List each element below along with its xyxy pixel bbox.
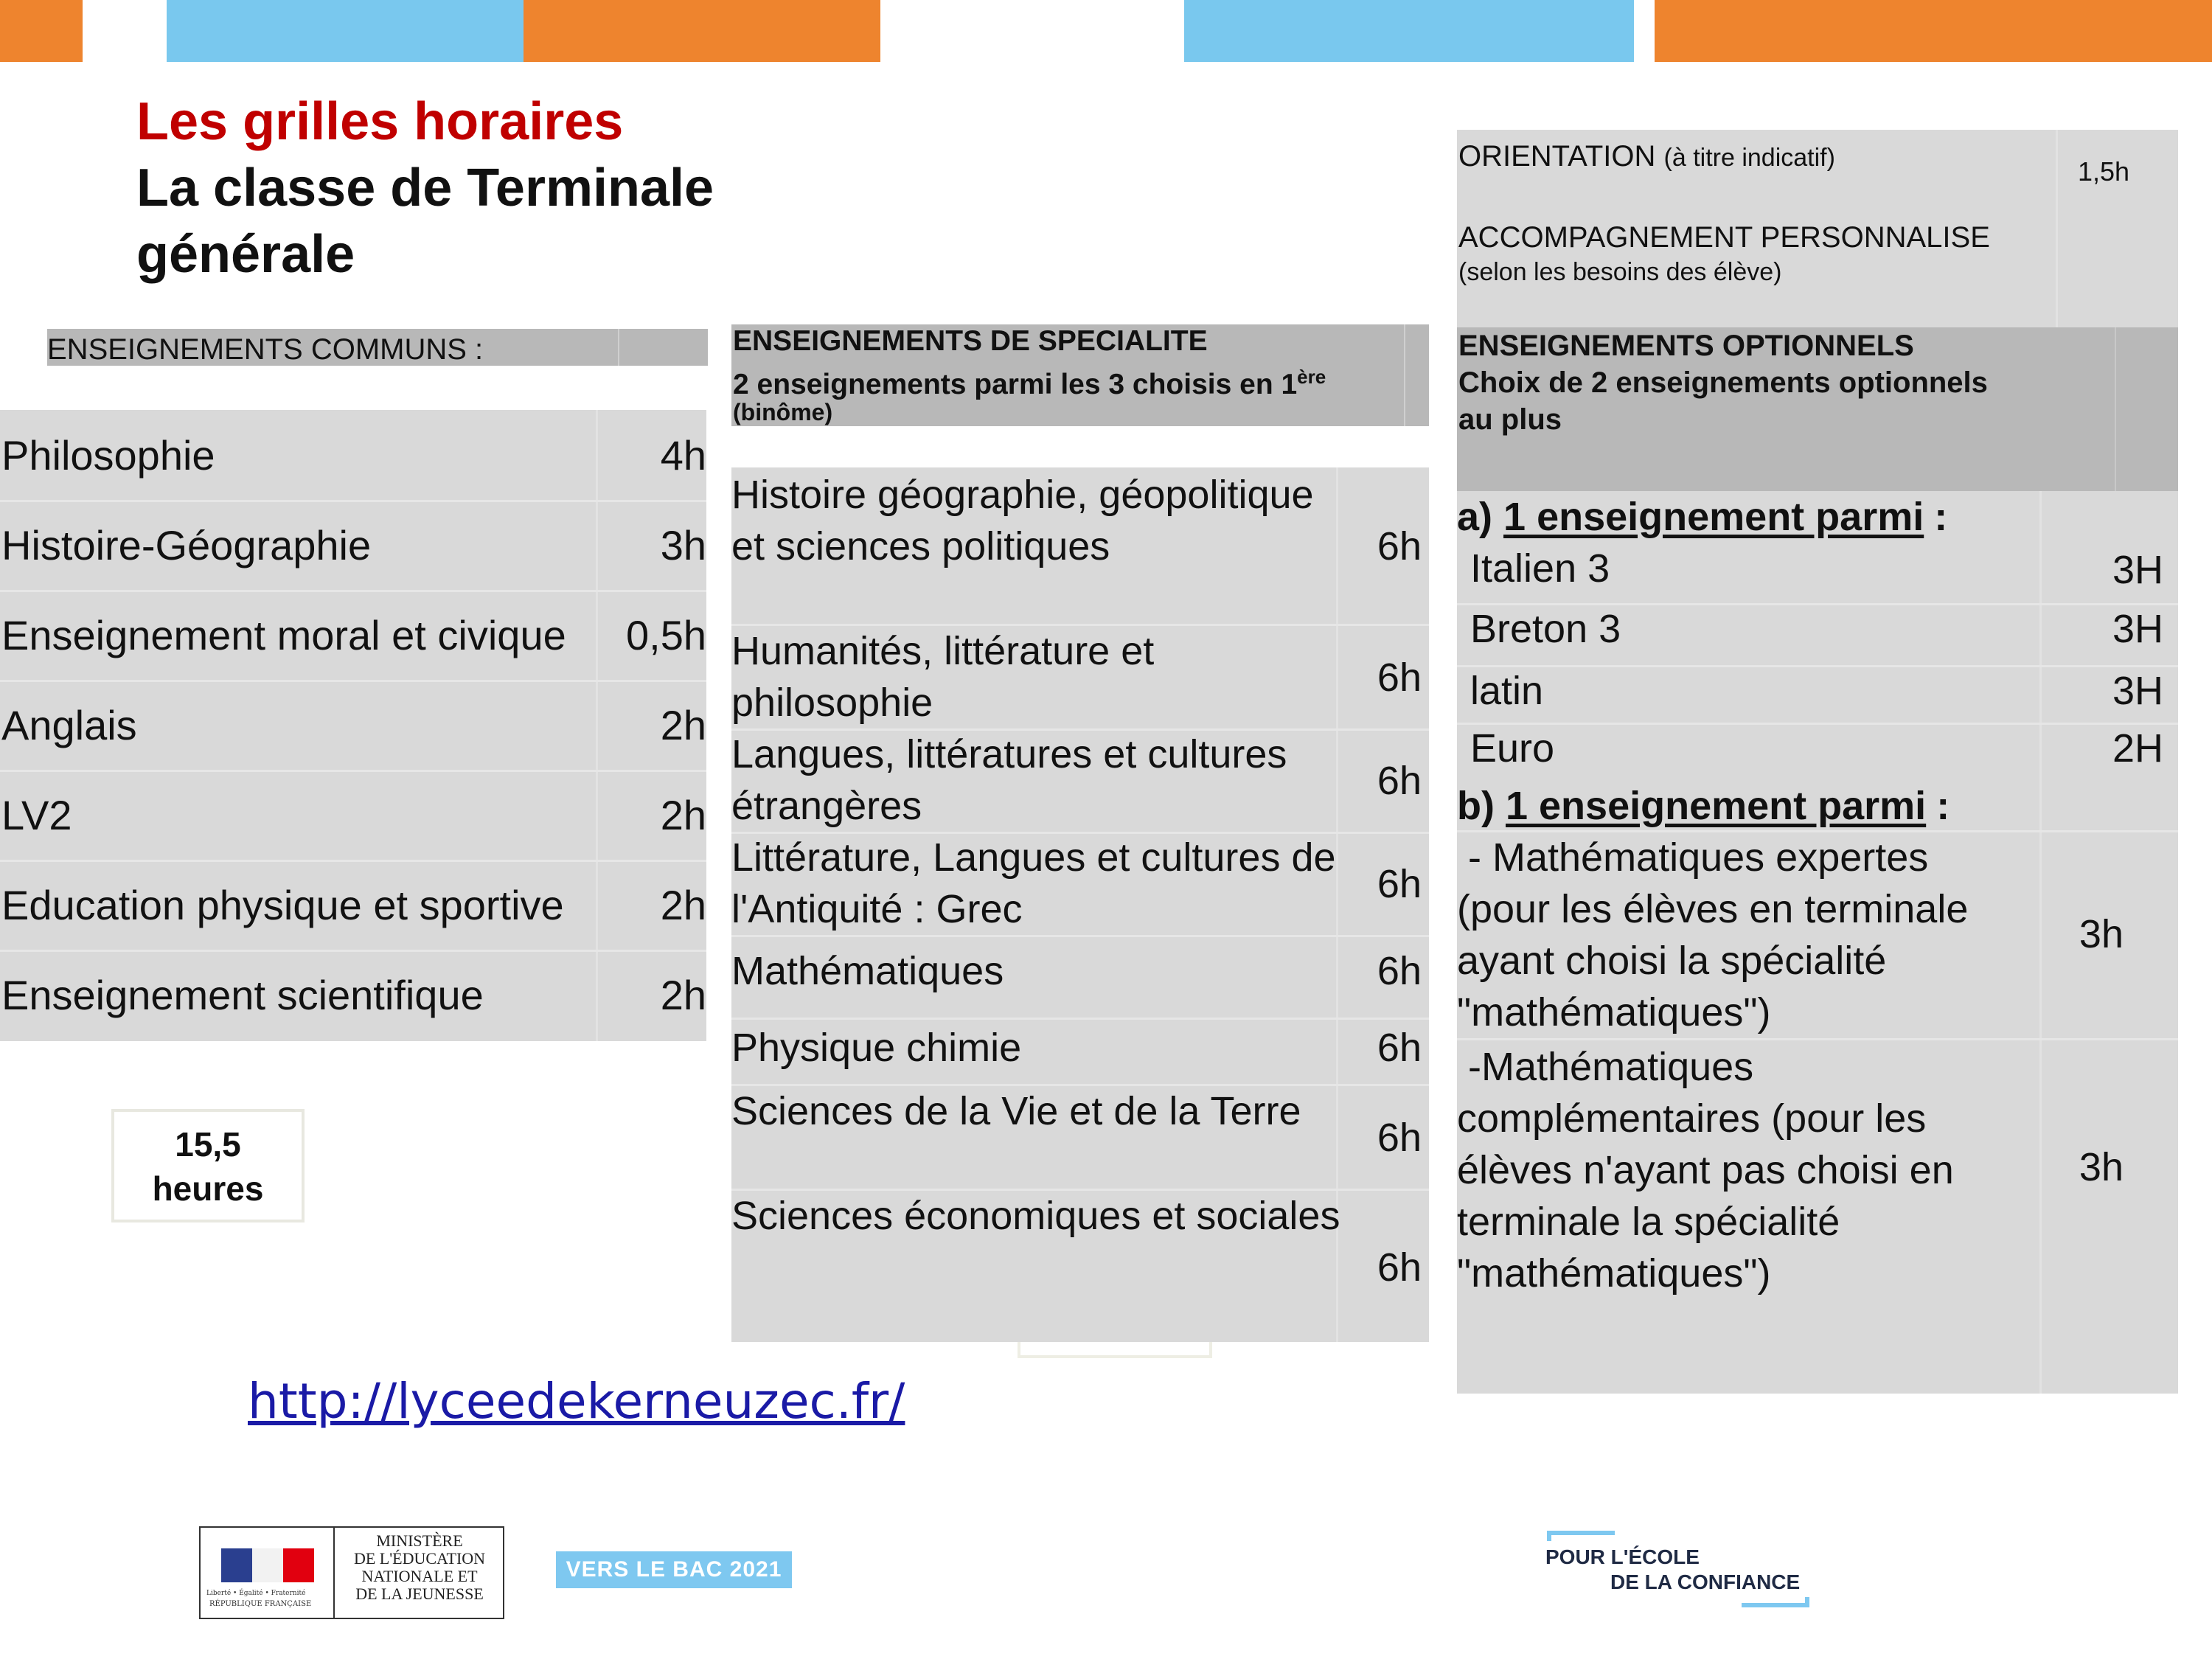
option-a-hours: 3H bbox=[2112, 548, 2163, 592]
option-b-line: "mathématiques") bbox=[1457, 990, 1771, 1034]
option-a-label: latin bbox=[1470, 669, 1544, 713]
communs-header-label: ENSEIGNEMENTS COMMUNS : bbox=[47, 333, 484, 366]
list-item bbox=[1470, 546, 1610, 591]
specialite-row-hours: 6h bbox=[1377, 759, 1422, 803]
optionnels-header-line2: Choix de 2 enseignements optionnels bbox=[1458, 366, 1988, 399]
option-b-line: -Mathématiques bbox=[1457, 1045, 1754, 1089]
top-bar-blue-1 bbox=[167, 0, 524, 62]
communs-row-label: Enseignement scientifique bbox=[1, 971, 484, 1018]
ministry-line: DE LA JEUNESSE bbox=[355, 1585, 484, 1603]
communs-header-divider bbox=[618, 329, 619, 366]
group-b-label: 1 enseignement parmi bbox=[1505, 784, 1927, 828]
optionnels-col-divider bbox=[2039, 491, 2042, 1394]
communs-row-hours: 2h bbox=[660, 701, 706, 748]
specialite-header-line2: 2 enseignements parmi les 3 choisis en 1 bbox=[733, 369, 1298, 400]
row-divider bbox=[1457, 1038, 2178, 1040]
title-line-1: Les grilles horaires bbox=[136, 92, 624, 151]
flag-white bbox=[252, 1548, 283, 1582]
specialite-row-hours: 6h bbox=[1377, 862, 1422, 906]
orientation-note: (à titre indicatif) bbox=[1663, 144, 1835, 172]
bac-2021-badge: VERS LE BAC 2021 bbox=[556, 1551, 792, 1588]
accompagnement-note: (selon les besoins des élève) bbox=[1458, 258, 1782, 286]
option-b-line: élèves n'ayant pas choisi en bbox=[1457, 1148, 1954, 1192]
orientation-panel bbox=[1457, 130, 2178, 327]
communs-row-hours: 2h bbox=[660, 881, 706, 928]
communs-table bbox=[0, 410, 706, 1041]
decorative-box bbox=[1018, 1342, 1212, 1358]
ministry-logo bbox=[199, 1526, 504, 1619]
specialite-row-hours: 6h bbox=[1377, 1116, 1422, 1160]
row-divider bbox=[731, 935, 1429, 937]
specialite-row-label: Mathématiques bbox=[731, 949, 1004, 993]
optionnels-header bbox=[1457, 327, 2178, 491]
communs-row-hours: 0,5h bbox=[626, 611, 706, 658]
option-a-hours: 3H bbox=[2112, 669, 2163, 713]
list-item bbox=[1470, 726, 1554, 771]
total-hours-value: 15,5 bbox=[175, 1125, 241, 1164]
communs-row-hours: 2h bbox=[660, 971, 706, 1018]
communs-row-label: Philosophie bbox=[1, 431, 215, 479]
optionnels-header-line3: au plus bbox=[1458, 403, 1562, 436]
option-b-line: "mathématiques") bbox=[1457, 1251, 1771, 1295]
top-bar-blue-2 bbox=[1184, 0, 1634, 62]
specialite-row-label: Sciences de la Vie et de la Terre bbox=[731, 1089, 1301, 1133]
table-row bbox=[0, 860, 706, 950]
ministry-line: NATIONALE ET bbox=[361, 1567, 478, 1585]
ecole-confiance-logo bbox=[1543, 1531, 1823, 1619]
marianne-flag-icon bbox=[221, 1548, 314, 1582]
specialite-row-hours: 6h bbox=[1377, 949, 1422, 993]
orientation-col-divider bbox=[2056, 130, 2058, 327]
communs-row-label: LV2 bbox=[1, 791, 72, 838]
communs-row-label: Anglais bbox=[1, 701, 137, 748]
confiance-line-1: POUR L'ÉCOLE bbox=[1545, 1545, 1700, 1568]
list-item bbox=[1470, 668, 1543, 714]
row-divider bbox=[1457, 723, 2178, 725]
option-a-label: Euro bbox=[1470, 726, 1555, 771]
row-divider bbox=[1457, 603, 2178, 605]
specialite-header-divider bbox=[1404, 324, 1405, 426]
accompagnement-label: ACCOMPAGNEMENT PERSONNALISE bbox=[1458, 221, 1990, 254]
specialite-row-label: Humanités, littérature et philosophie bbox=[731, 629, 1155, 725]
orientation-line bbox=[1458, 140, 1835, 173]
republique-name: RÉPUBLIQUE FRANÇAISE bbox=[209, 1600, 312, 1608]
specialite-header-line1: ENSEIGNEMENTS DE SPECIALITE bbox=[733, 325, 1208, 357]
confiance-bracket-top bbox=[1547, 1531, 1615, 1541]
orientation-label: ORIENTATION bbox=[1458, 140, 1656, 173]
table-row bbox=[731, 1085, 1429, 1189]
specialite-row-label: Langues, littératures et cultures étrangères bbox=[731, 732, 1287, 828]
confiance-bracket-bottom bbox=[1742, 1597, 1809, 1607]
option-b-line: (pour les élèves en terminale bbox=[1457, 887, 1969, 931]
ministry-name bbox=[335, 1532, 504, 1603]
list-item bbox=[1457, 832, 2039, 1038]
row-divider bbox=[731, 1018, 1429, 1020]
group-a-prefix: a) bbox=[1457, 495, 1493, 539]
option-a-label: Italien 3 bbox=[1470, 546, 1610, 591]
specialite-row-label: Littérature, Langues et cultures de l'Antiquité : Grec bbox=[731, 835, 1336, 931]
communs-row-label: Histoire-Géographie bbox=[1, 521, 372, 568]
option-b-hours: 3h bbox=[2079, 1145, 2124, 1189]
table-row bbox=[731, 945, 1429, 1019]
top-bar-orange-1 bbox=[0, 0, 83, 62]
title-line-3: générale bbox=[136, 225, 355, 284]
table-row bbox=[731, 1190, 1429, 1308]
row-divider bbox=[1457, 665, 2178, 667]
table-row bbox=[0, 500, 706, 590]
option-b-hours: 3h bbox=[2079, 912, 2124, 956]
top-bar-orange-3 bbox=[1655, 0, 2212, 62]
specialite-row-hours: 6h bbox=[1377, 1026, 1422, 1070]
option-b-line: ayant choisi la spécialité bbox=[1457, 939, 1887, 983]
ministry-line: MINISTÈRE bbox=[376, 1531, 463, 1550]
optionnels-header-divider bbox=[2115, 327, 2116, 491]
specialite-row-hours: 6h bbox=[1377, 655, 1422, 700]
table-row bbox=[0, 680, 706, 770]
specialite-table bbox=[731, 467, 1429, 1342]
communs-row-label: Enseignement moral et civique bbox=[1, 611, 566, 658]
table-row bbox=[731, 625, 1429, 728]
option-b-line: terminale la spécialité bbox=[1457, 1200, 1840, 1244]
republique-motto: Liberté • Égalité • Fraternité bbox=[206, 1590, 306, 1597]
communs-row-hours: 4h bbox=[660, 431, 706, 479]
specialite-row-label: Histoire géographie, géopolitique et sciences politiques bbox=[731, 473, 1314, 568]
top-bar-orange-2 bbox=[524, 0, 880, 62]
option-b-line: - Mathématiques expertes bbox=[1457, 835, 1929, 880]
group-b-colon: : bbox=[1936, 784, 1950, 828]
table-row bbox=[0, 950, 706, 1040]
specialite-header bbox=[731, 324, 1429, 426]
table-row bbox=[731, 469, 1429, 624]
list-item bbox=[1470, 606, 1621, 652]
option-a-label: Breton 3 bbox=[1470, 607, 1621, 651]
specialite-header-line3: (binôme) bbox=[733, 399, 833, 425]
list-item bbox=[1457, 1041, 2039, 1299]
optionnels-header-line1: ENSEIGNEMENTS OPTIONNELS bbox=[1458, 330, 1914, 362]
total-hours-box bbox=[111, 1109, 305, 1222]
table-row bbox=[731, 728, 1429, 832]
specialite-row-label: Physique chimie bbox=[731, 1026, 1022, 1070]
communs-row-hours: 3h bbox=[660, 521, 706, 568]
school-website-link[interactable]: http://lyceedekerneuzec.fr/ bbox=[248, 1373, 905, 1430]
communs-header bbox=[47, 329, 708, 366]
confiance-line-2: DE LA CONFIANCE bbox=[1610, 1571, 1801, 1593]
table-row bbox=[0, 590, 706, 680]
group-b-heading bbox=[1457, 783, 1950, 829]
option-b-line: complémentaires (pour les bbox=[1457, 1096, 1927, 1141]
specialite-header-sup: ère bbox=[1297, 366, 1326, 388]
table-row bbox=[0, 410, 706, 500]
flag-blue bbox=[221, 1548, 252, 1582]
communs-row-hours: 2h bbox=[660, 791, 706, 838]
specialite-row-hours: 6h bbox=[1377, 524, 1422, 568]
group-a-colon: : bbox=[1934, 495, 1948, 539]
group-a-heading bbox=[1457, 494, 1947, 540]
table-row bbox=[731, 832, 1429, 935]
orientation-hours: 1,5h bbox=[2078, 156, 2130, 187]
group-b-prefix: b) bbox=[1457, 784, 1495, 828]
group-a-label: 1 enseignement parmi bbox=[1503, 495, 1924, 539]
specialite-row-hours: 6h bbox=[1377, 1245, 1422, 1290]
title-line-2: La classe de Terminale bbox=[136, 159, 714, 218]
flag-red bbox=[283, 1548, 314, 1582]
optionnels-table bbox=[1457, 491, 2178, 1394]
communs-row-label: Education physique et sportive bbox=[1, 881, 564, 928]
total-hours-unit: heures bbox=[152, 1169, 264, 1208]
option-a-hours: 3H bbox=[2112, 607, 2163, 651]
specialite-row-label: Sciences économiques et sociales bbox=[731, 1194, 1340, 1238]
table-row bbox=[0, 770, 706, 860]
ministry-line: DE L'ÉDUCATION bbox=[353, 1549, 486, 1568]
option-a-hours: 2H bbox=[2112, 726, 2163, 771]
